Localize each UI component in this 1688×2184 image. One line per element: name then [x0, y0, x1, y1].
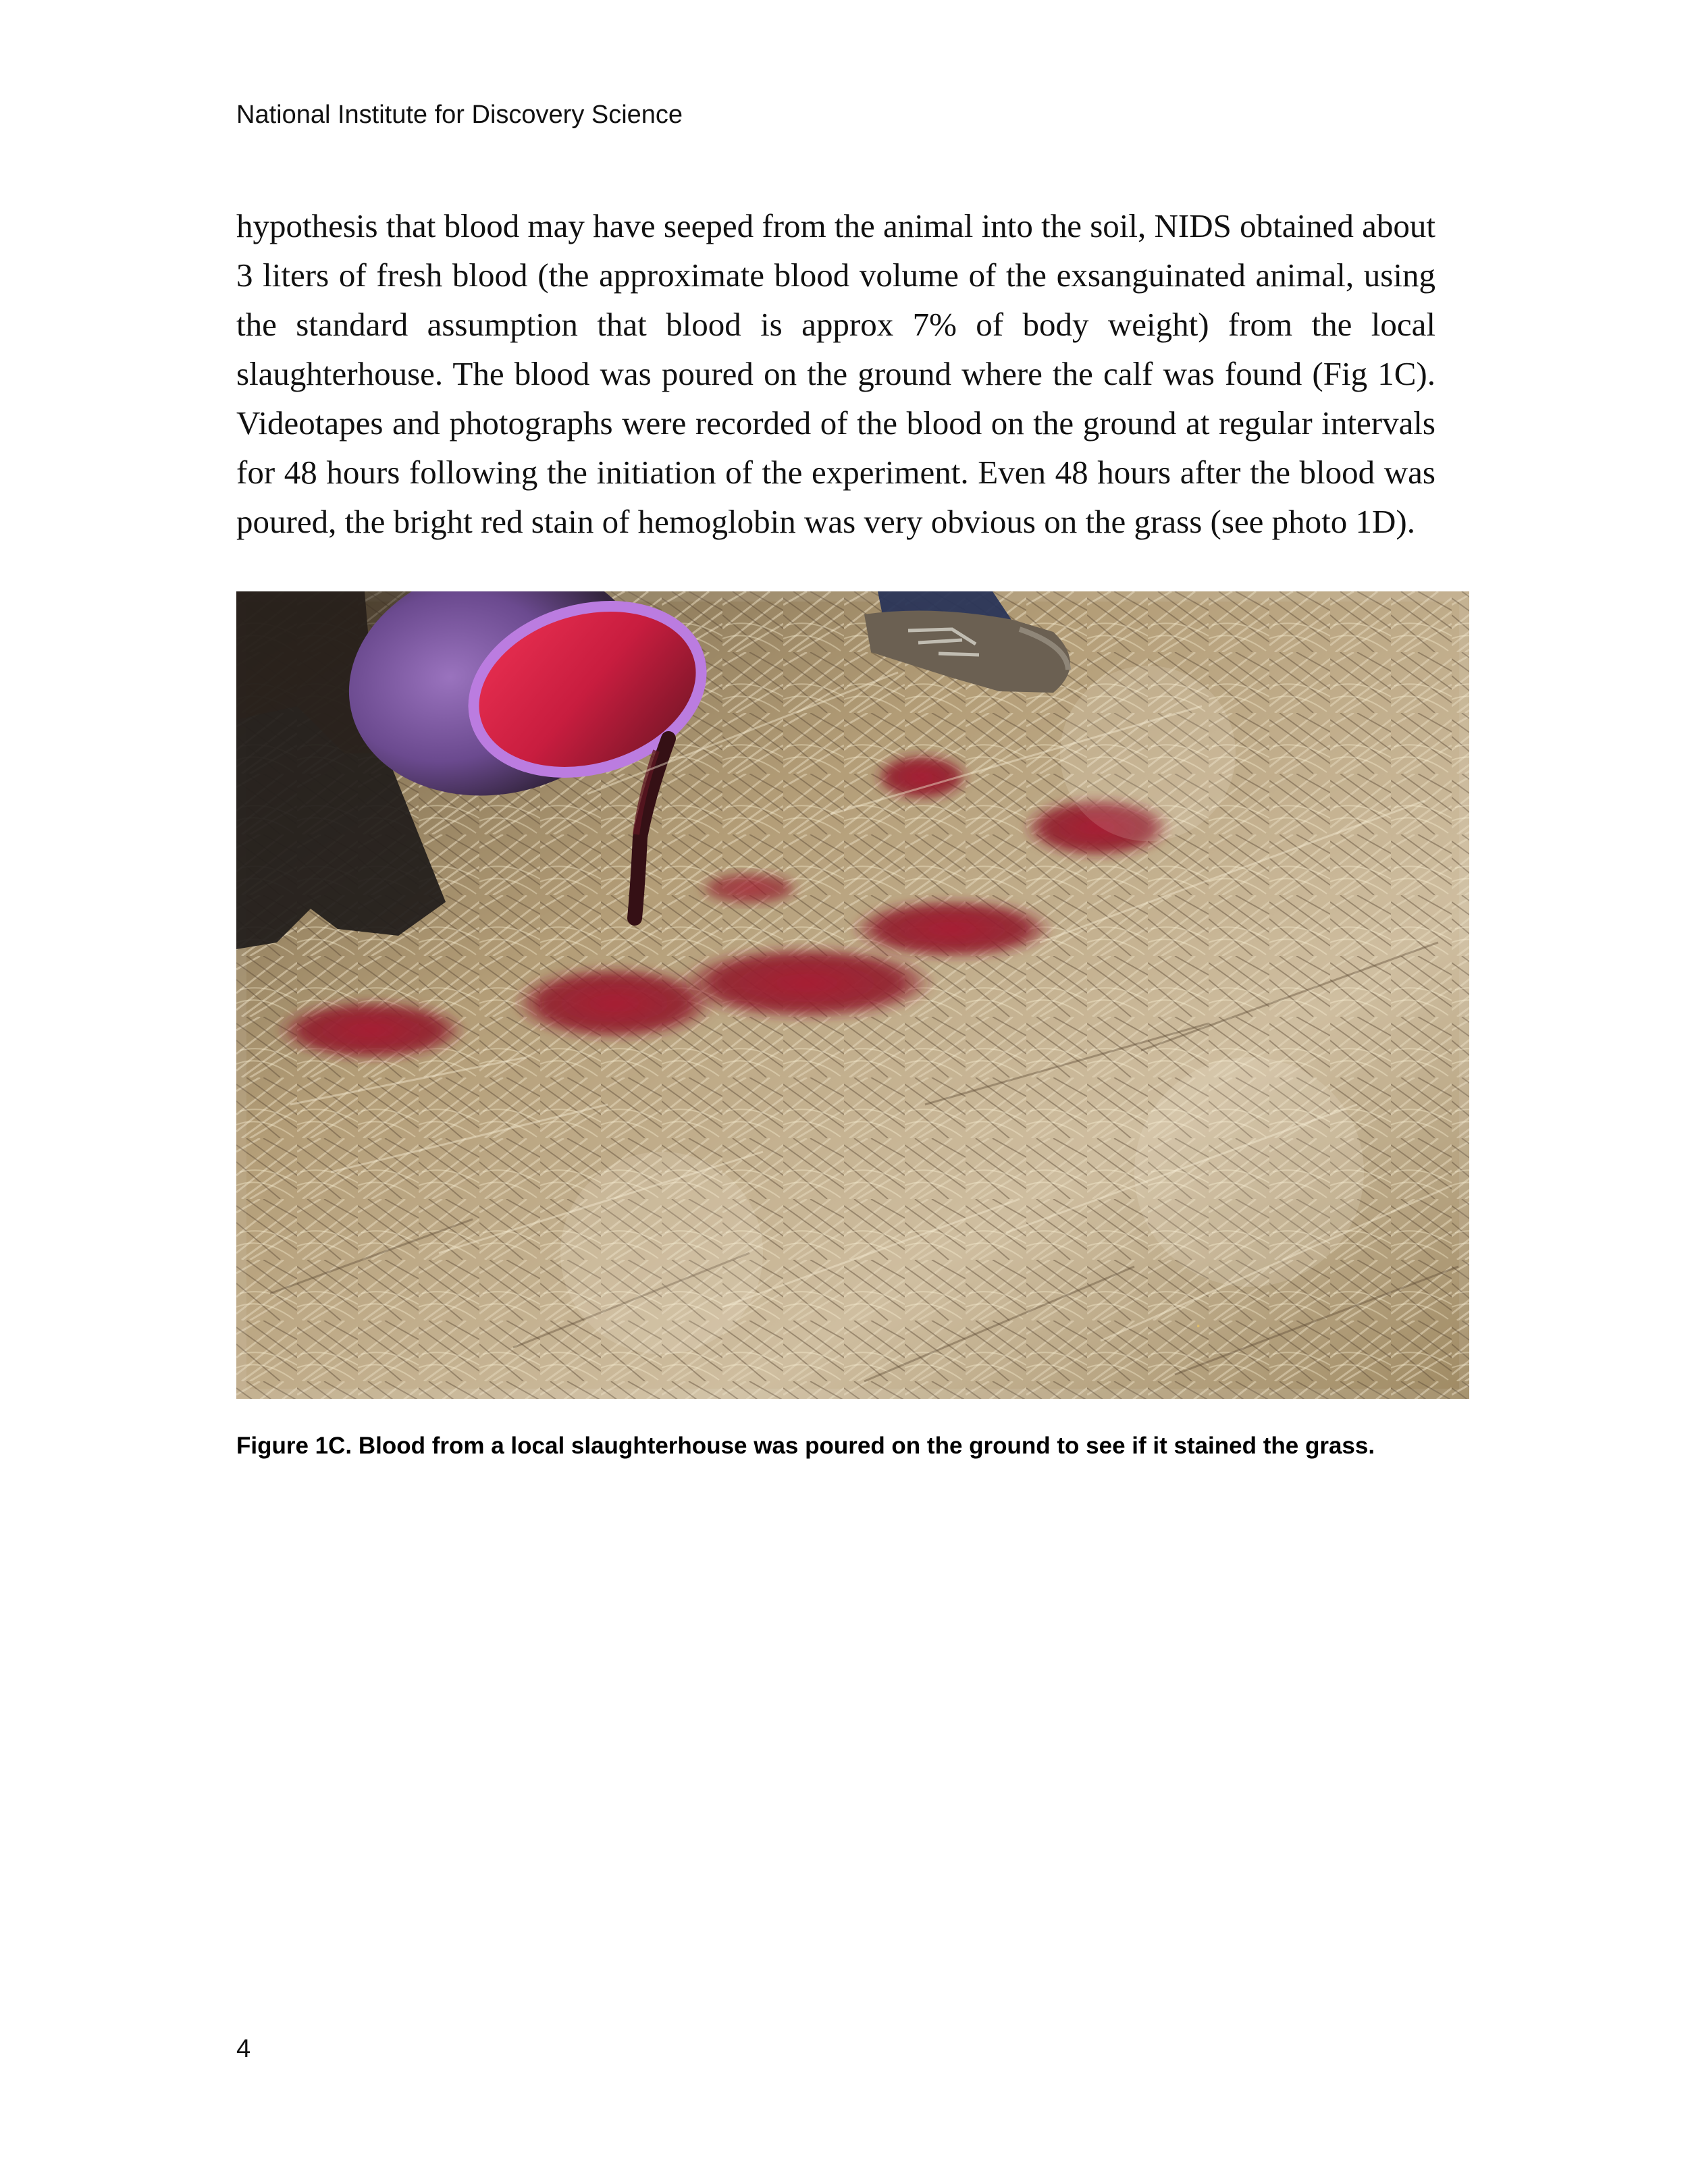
svg-text:.: . — [1195, 1307, 1202, 1333]
figure-photo — [236, 591, 1469, 1399]
page-number: 4 — [236, 2035, 251, 2063]
blood-on-grass-photo — [236, 591, 1469, 1399]
body-paragraph: hypothesis that blood may have seeped from the animal into the soil, NIDS obtained about 3 liters of fresh blood (the approximate blood volume of the exsanguinated animal, using the standard assumption that blood is approx 7% of body weight) from the local slaughterhouse. The blood was poured on the ground where the calf was found (Fig 1C). Videotapes and photographs were recorded of the blood on the ground at regular intervals for 48 hours following the initiation of the experiment. Even 48 hours after the blood was poured, the bright red stain of hemoglobin was very obvious on the grass (see photo 1D). — [236, 207, 1435, 540]
figure-caption: Figure 1C. Blood from a local slaughterhouse was poured on the ground to see if it stained the grass. — [236, 1433, 1375, 1459]
running-header: National Institute for Discovery Science — [236, 101, 683, 129]
